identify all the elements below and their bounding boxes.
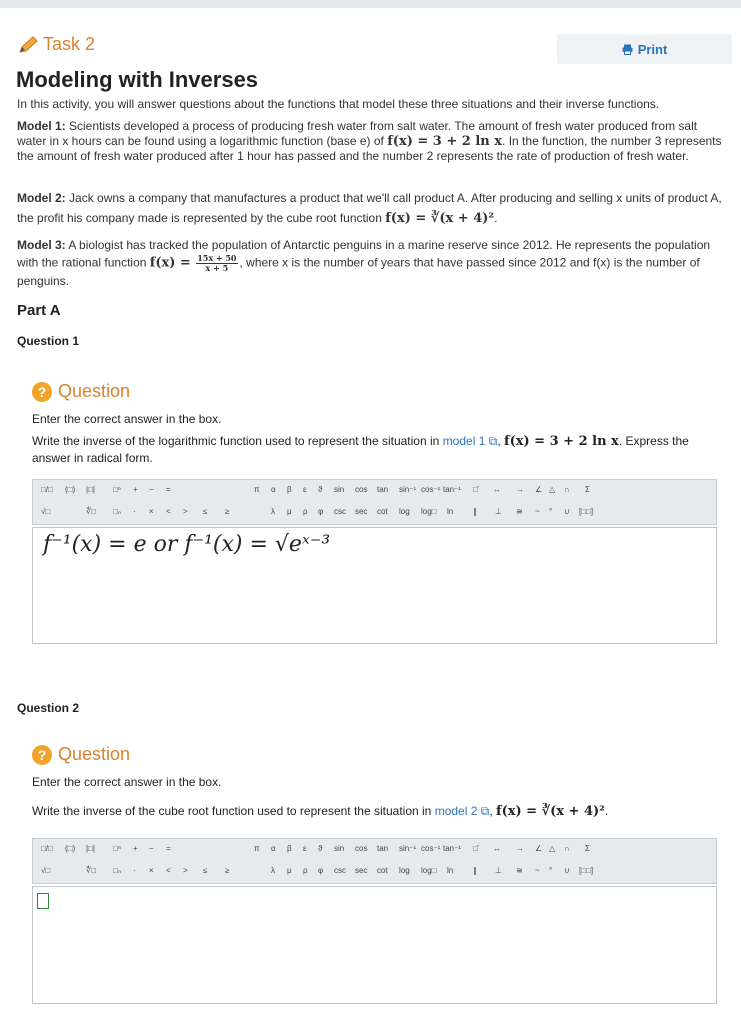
tb-congruent-button[interactable]: ≅ [516,866,523,875]
tb-sin-button[interactable]: sin [334,844,345,853]
tb-rho-button[interactable]: ρ [303,507,308,516]
question-2-label: Question 2 [17,701,80,715]
answer-box-2[interactable] [32,886,717,1004]
tb-arccos-button[interactable]: cos⁻¹ [421,844,441,853]
tb-logbase-button[interactable]: log□ [421,507,437,516]
tb-intersect-button[interactable]: ∩ [564,485,570,494]
tb-log-button[interactable]: log [399,507,410,516]
tb-sin-button[interactable]: sin [334,485,345,494]
tb-parens-button[interactable]: (□) [65,844,76,853]
tb-phi-button[interactable]: φ [318,866,324,875]
external-link-icon: ⧉ [480,804,490,818]
model-3-fraction [196,254,237,273]
tb-csc-button[interactable]: csc [334,866,346,875]
tb-beta-button[interactable]: β [287,844,292,853]
question-1-prompt-a: Write the inverse of the logarithmic function used to represent the situation in [32,434,440,448]
model-2-link-text: model 2 [434,804,478,818]
tb-intersect-button[interactable]: ∩ [564,844,570,853]
tb-overline-button[interactable]: □̄ [473,485,478,494]
tb-congruent-button[interactable]: ≅ [516,507,523,516]
tb-gt-button[interactable]: > [183,866,188,875]
tb-power-button[interactable]: □ⁿ [113,844,121,853]
tb-similar-button[interactable]: ~ [535,507,540,516]
tb-phi-button[interactable]: φ [318,507,324,516]
question-mark-icon: ? [32,745,52,765]
toolbar-2-row-2 [33,861,716,883]
math-toolbar-1 [32,479,717,525]
tb-logbase-button[interactable]: log□ [421,866,437,875]
external-link-icon: ⧉ [488,434,498,448]
tb-equals-button[interactable]: = [166,844,171,853]
tb-overline-button[interactable]: □̄ [473,844,478,853]
tb-matrix-button[interactable]: [□□] [579,507,594,516]
question-1-prompt: Write the inverse of the logarithmic function used to represent the situation in model 1 ⧉, f(x) = 3 + 2 ln x. Express the answer in radical form. [32,434,689,465]
model-3-text-b: , where x is the number of years that have passed since 2012 and f(x) is the number of penguins. [17,255,700,288]
tb-pi-button[interactable]: π [254,485,260,494]
tb-mu-button[interactable]: μ [287,866,292,875]
tb-sqrt-button[interactable]: √□ [41,507,51,516]
tb-line-button[interactable]: ↔ [493,844,501,853]
model-2-link[interactable] [435,804,490,818]
tb-sec-button[interactable]: sec [355,507,368,516]
tb-beta-button[interactable]: β [287,485,292,494]
question-1-prompt-b: . Express the answer in radical form. [32,434,689,465]
tb-ln-button[interactable]: ln [447,866,454,875]
tb-plus-button[interactable]: + [133,844,138,853]
tb-plus-button[interactable]: + [133,485,138,494]
tb-lt-button[interactable]: < [166,866,171,875]
model-2-text-a: Jack owns a company that manufactures a product that we'll call product A. After producing and selling x units of product A, the profit his company made is represented by the cube root function [17,191,722,225]
tb-triangle-button[interactable]: △ [549,844,556,853]
tb-matrix-button[interactable]: [□□] [579,866,594,875]
tb-theta-button[interactable]: ϑ [318,485,323,494]
question-mark-icon: ? [32,382,52,402]
tb-pi-button[interactable]: π [254,844,260,853]
question-1-formula: f(x) = 3 + 2 ln x [503,434,619,449]
tb-ray-button[interactable]: → [516,485,524,494]
tb-parens-button[interactable]: (□) [65,485,76,494]
tb-power-button[interactable]: □ⁿ [113,485,121,494]
tb-similar-button[interactable]: ~ [535,866,540,875]
tb-parallel-button[interactable]: ∥ [473,507,477,516]
tb-epsilon-button[interactable]: ε [303,844,307,853]
model-2-formula: f(x) = ∛(x + 4)² [385,211,495,226]
model-3-formula-lhs: f(x) = [149,255,191,271]
tb-lt-button[interactable]: < [166,507,171,516]
model-3-frac-den: x + 5 [205,263,229,273]
tb-csc-button[interactable]: csc [334,507,346,516]
tb-ge-button[interactable]: ≥ [225,507,230,516]
toolbar-1-row-1 [33,480,716,502]
print-button[interactable] [557,34,732,64]
tb-parallel-button[interactable]: ∥ [473,866,477,875]
tb-fraction-button[interactable]: □/□ [41,485,53,494]
tb-perp-button[interactable]: ⊥ [495,866,502,875]
model-1-formula: f(x) = 3 + 2 ln x [387,134,503,149]
tb-abs-button[interactable]: |□| [86,485,95,494]
toolbar-2-row-1 [33,839,716,861]
question-2-prompt-b: . [604,804,609,818]
question-2-header [32,744,130,765]
model-1-text-b: . In the function, the number 3 represents the amount of fresh water produced after 1 hour has passed and the number 2 represents the rate of production of fresh water. [17,134,722,163]
top-bar [0,0,741,8]
answer-box-1[interactable] [32,527,717,644]
tb-minus-button[interactable]: − [149,844,154,853]
question-2-prompt: Write the inverse of the cube root function used to represent the situation in model 2 ⧉, f(x) = ∛(x + 4)². [32,804,609,819]
tb-abs-button[interactable]: |□| [86,844,95,853]
tb-alpha-button[interactable]: α [271,485,276,494]
model-2-text-b: . [494,211,498,225]
tb-rho-button[interactable]: ρ [303,866,308,875]
tb-epsilon-button[interactable]: ε [303,485,307,494]
tb-times-button[interactable]: × [149,507,154,516]
question-1-header-text: Question [58,381,131,401]
tb-tan-button[interactable]: tan [377,485,389,494]
tb-le-button[interactable]: ≤ [203,507,208,516]
model-3-label: Model 3: [17,238,66,252]
tb-gt-button[interactable]: > [183,507,188,516]
question-2-instruction: Enter the correct answer in the box. [32,775,222,789]
model-1-text-a: Scientists developed a process of producing fresh water from salt water. The amount of fresh water produced from salt water in x hours can be found using a logarithmic function (base e) of [17,119,698,148]
tb-ge-button[interactable]: ≥ [225,866,230,875]
tb-le-button[interactable]: ≤ [203,866,208,875]
tb-times-button[interactable]: × [149,866,154,875]
model-3-text [17,237,729,290]
intro-text: In this activity, you will answer questions about the functions that model these three situations and their inverse functions. [17,97,660,111]
tb-mu-button[interactable]: μ [287,507,292,516]
model-3-frac-num: 15x + 50 [197,253,237,263]
model-2-label: Model 2: [17,191,66,205]
tb-lambda-button[interactable]: λ [271,507,275,516]
page-title: Modeling with Inverses [16,67,259,92]
tb-degree-button[interactable]: ° [549,507,553,516]
part-a-heading: Part A [17,302,61,319]
tb-ln-button[interactable]: ln [447,507,454,516]
tb-cot-button[interactable]: cot [377,866,388,875]
tb-nthroot-button[interactable]: ∜□ [86,507,96,516]
tb-dot-button[interactable]: · [133,866,136,875]
tb-lambda-button[interactable]: λ [271,866,275,875]
tb-subscript-button[interactable]: □ₙ [113,866,122,875]
model-3-text-a: A biologist has tracked the population of Antarctic penguins in a marine reserve since 2012. He represents the population with the rational function [17,238,711,270]
question-2-formula: f(x) = ∛(x + 4)² [496,804,605,819]
tb-sum-button[interactable]: Σ [585,844,590,853]
tb-arcsin-button[interactable]: sin⁻¹ [399,485,417,494]
task-title [17,34,95,55]
tb-cos-button[interactable]: cos [355,844,368,853]
model-1-link[interactable] [443,434,498,448]
model-1-text [17,119,729,164]
question-1-header [32,381,130,402]
tb-arctan-button[interactable]: tan⁻¹ [443,485,462,494]
print-label: Print [637,41,668,57]
question-2-prompt-a: Write the inverse of the cube root function used to represent the situation in [32,804,432,818]
tb-angle-button[interactable]: ∠ [535,844,543,853]
tb-union-button[interactable]: ∪ [564,507,570,516]
tb-union-button[interactable]: ∪ [564,866,570,875]
model-1-link-text: model 1 [442,434,486,448]
tb-angle-button[interactable]: ∠ [535,485,543,494]
tb-alpha-button[interactable]: α [271,844,276,853]
tb-cos-button[interactable]: cos [355,485,368,494]
tb-arctan-button[interactable]: tan⁻¹ [443,844,462,853]
tb-sec-button[interactable]: sec [355,866,368,875]
question-2-header-text: Question [58,744,131,764]
tb-subscript-button[interactable]: □ₙ [113,507,122,516]
tb-arccos-button[interactable]: cos⁻¹ [421,485,441,494]
model-1-label: Model 1: [17,119,66,133]
input-cursor-box [37,893,49,909]
tb-dot-button[interactable]: · [133,507,136,516]
tb-minus-button[interactable]: − [149,485,154,494]
tb-arcsin-button[interactable]: sin⁻¹ [399,844,417,853]
tb-theta-button[interactable]: ϑ [318,844,323,853]
printer-icon [622,44,633,55]
tb-sqrt-button[interactable]: √□ [41,866,51,875]
tb-line-button[interactable]: ↔ [493,485,501,494]
tb-sum-button[interactable]: Σ [585,485,590,494]
tb-perp-button[interactable]: ⊥ [495,507,502,516]
tb-log-button[interactable]: log [399,866,410,875]
task-title-text: Task 2 [43,34,96,54]
tb-equals-button[interactable]: = [166,485,171,494]
tb-fraction-button[interactable]: □/□ [41,844,53,853]
pencil-icon [17,36,39,54]
toolbar-1-row-2 [33,502,716,524]
tb-cot-button[interactable]: cot [377,507,388,516]
model-2-text [17,188,729,229]
tb-triangle-button[interactable]: △ [549,485,556,494]
answer-1-text: f⁻¹(x) = e or f⁻¹(x) = √eˣ⁻³ [43,532,331,557]
tb-nthroot-button[interactable]: ∜□ [86,866,96,875]
question-1-instruction: Enter the correct answer in the box. [32,412,222,426]
tb-ray-button[interactable]: → [516,844,524,853]
question-1-label: Question 1 [17,334,80,348]
tb-degree-button[interactable]: ° [549,866,553,875]
tb-tan-button[interactable]: tan [377,844,389,853]
math-toolbar-2 [32,838,717,884]
